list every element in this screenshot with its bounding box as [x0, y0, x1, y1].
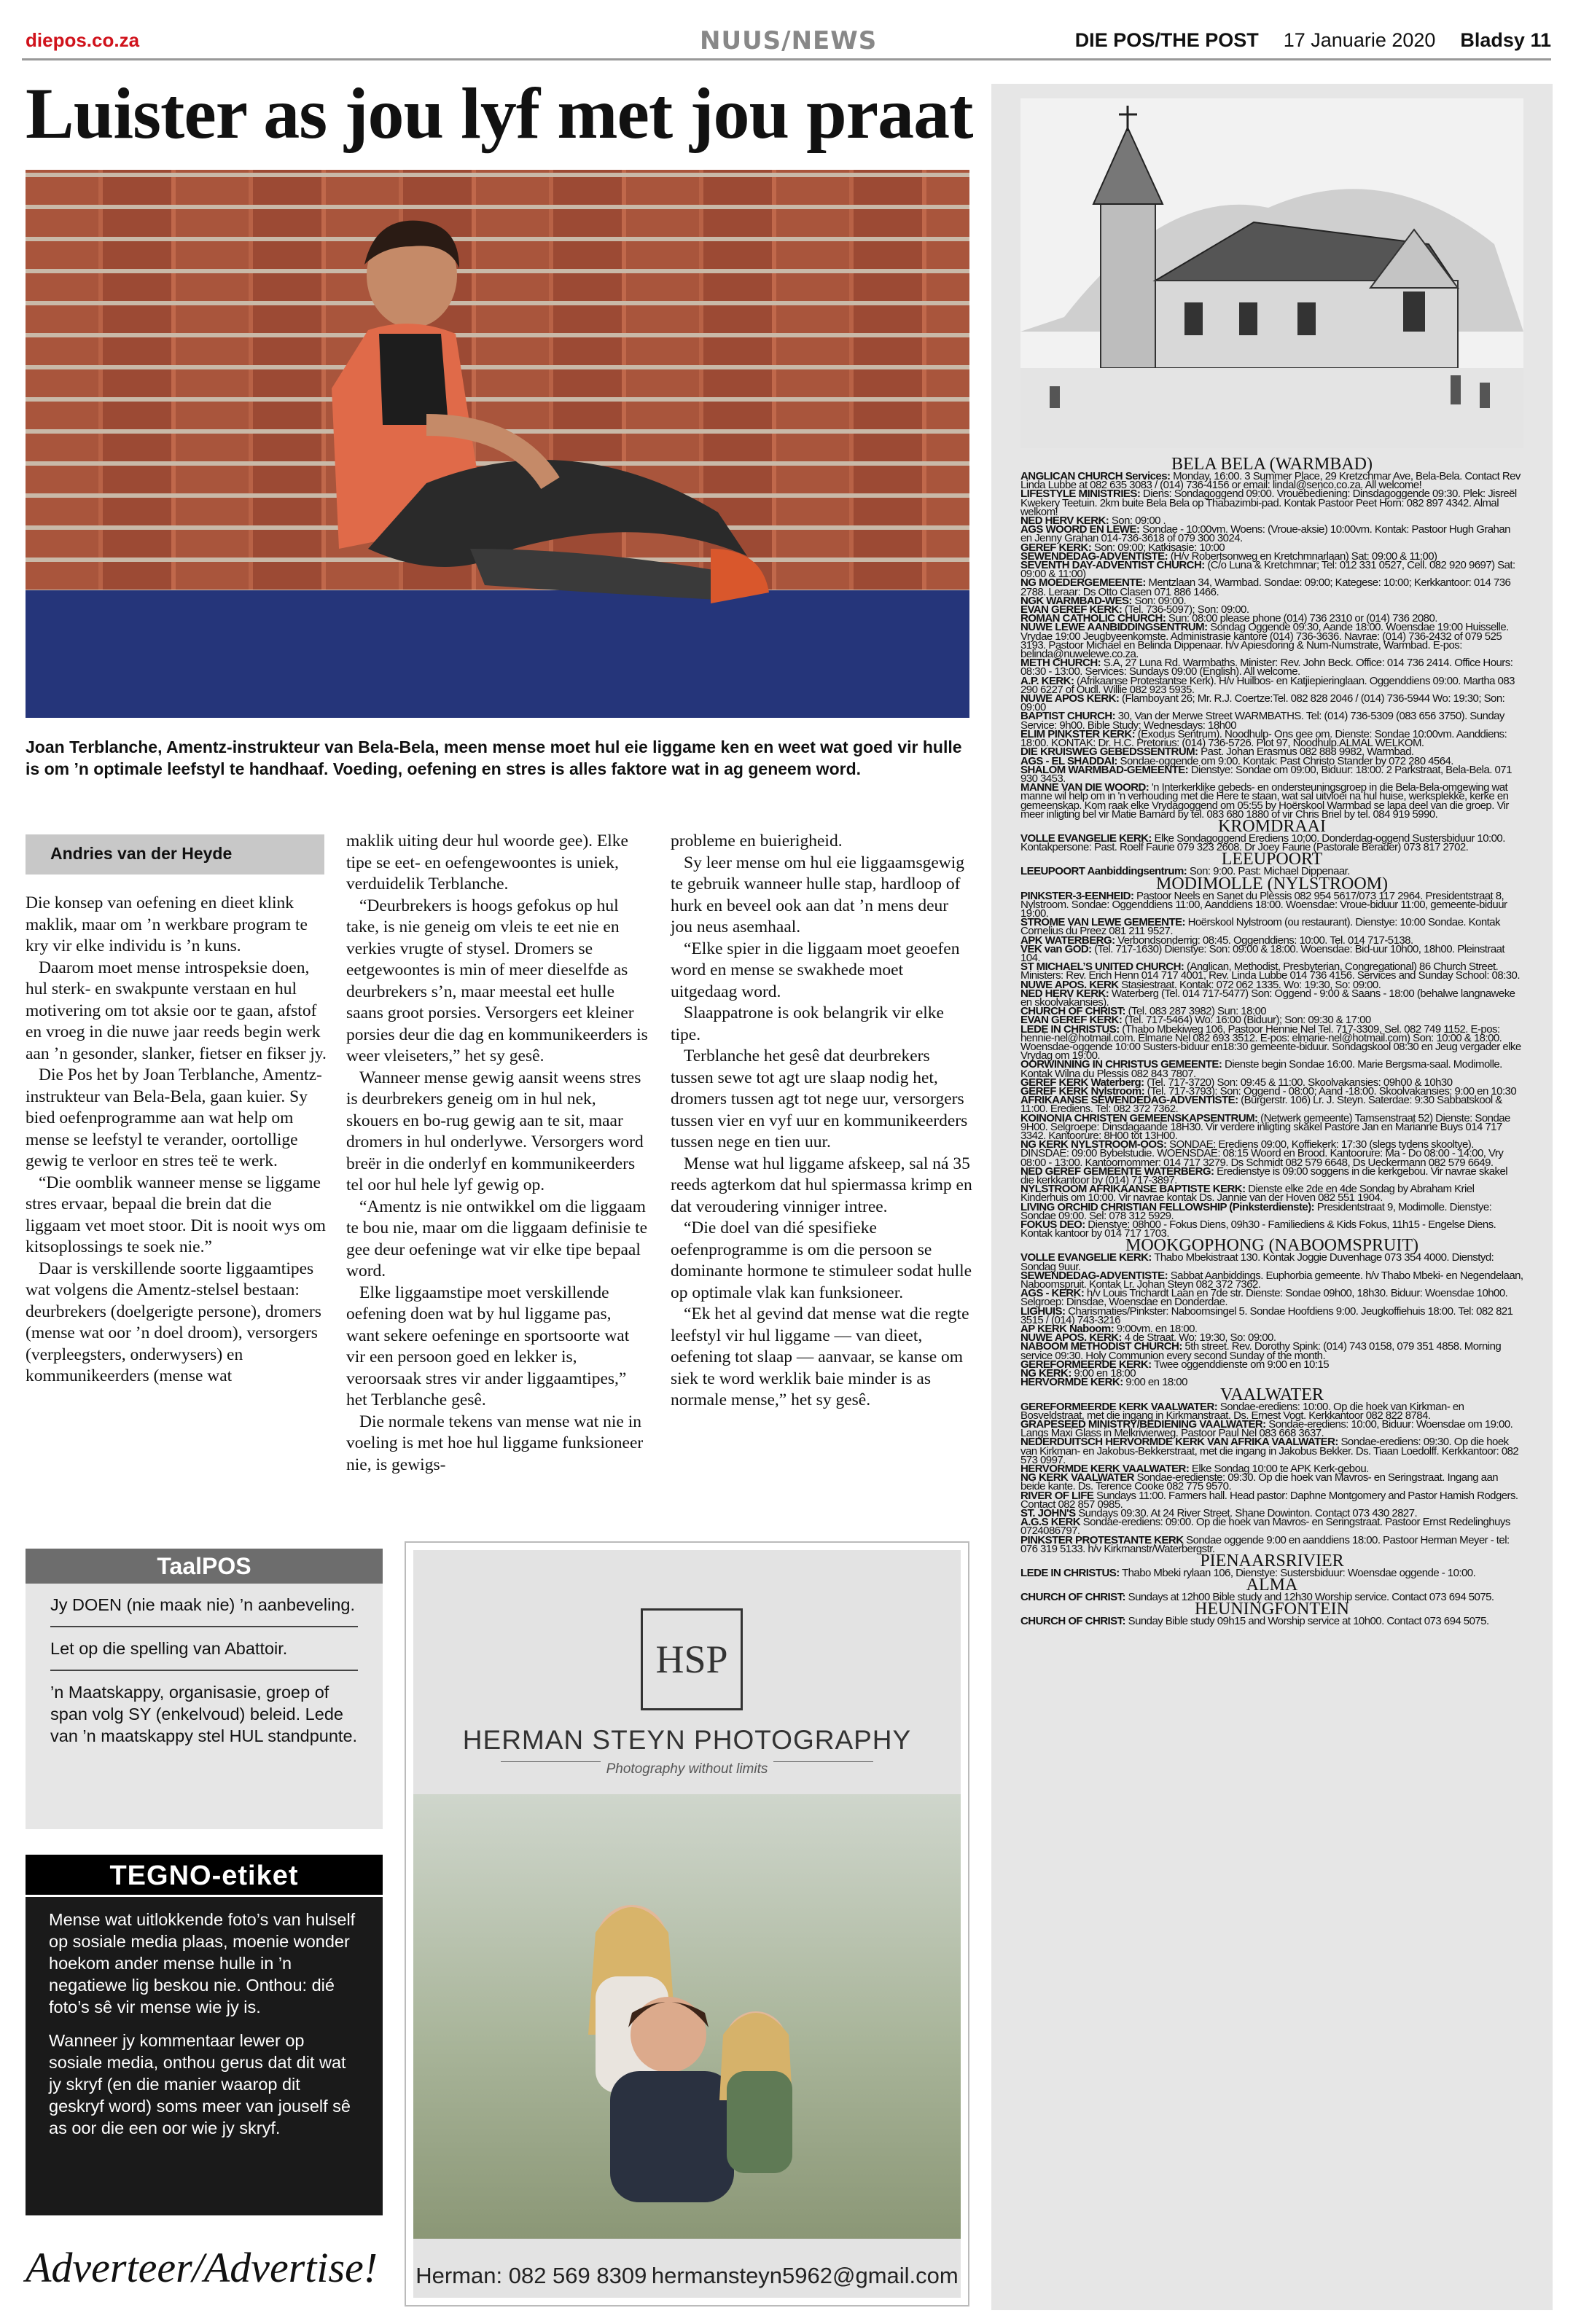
- church-name: OORWINNING IN CHRISTUS GEMEENTE:: [1020, 1058, 1222, 1071]
- woman-sitting-illustration: [208, 206, 776, 673]
- tegno-tip: Mense wat uitlokkende foto’s van hulself op sosiale media plaas, moenie wonder hoekom ander mense hulle in ’n negatiewe lig beskou nie. Onthou: dié foto’s sê vir mense wie jy is.: [49, 1910, 356, 2016]
- church-name: NABOOM METHODIST CHURCH:: [1020, 1340, 1182, 1353]
- church-details: S.A, 27 Luna Rd. Warmbaths. Minister: Rev. John Beck. Office: 014 736 2414. Office Hours: 08:30 - 13:00. Services: Sundays 09:00 (English). All welcome.: [1020, 657, 1513, 678]
- article-paragraph: “Elke spier in die liggaam moet geoefen word en mense se swakhede moet uitgedaag word.: [671, 939, 960, 1001]
- article-column-3: [671, 831, 973, 1412]
- church-listing: [1020, 783, 1523, 819]
- church-details: Sun: 08:00 please phone (014) 736 2310 or (014) 736 2080.: [1168, 612, 1437, 625]
- taalpos-tip: ’n Maatskappy, organisasie, groep of span volg SY (enkelvoud) beleid. Lede van ’n maatskappy stel HUL standpunte.: [50, 1683, 358, 1745]
- church-name: GEREF KERK:: [1020, 541, 1092, 554]
- church-name: NYLSTROOM AFRIKAANSE BAPTISTE KERK:: [1020, 1183, 1246, 1196]
- church-details: 9:00 en 18:00: [1125, 1376, 1187, 1389]
- church-listing: [1020, 1138, 1523, 1169]
- article-column-2: [346, 831, 649, 1476]
- church-details: Monday, 16:00. 3 Summer Place, 29 Kretzchmar Ave, Bela-Bela. Contact Rev Linda Lubbe at 082 635 3083 / (014) 736-4156 or email: lindal@senco.co.za. All welcome!: [1020, 470, 1521, 492]
- church-name: AP KERK Naboom:: [1020, 1323, 1115, 1336]
- church-directory: [991, 84, 1553, 2310]
- article-paragraph: Slaappatrone is ook belangrik vir elke tipe.: [671, 1003, 944, 1044]
- town-heading: MODIMOLLE (NYLSTROOM): [1156, 874, 1388, 893]
- church-details: 4 de Straat. Wo: 19:30, So: 09:00.: [1124, 1331, 1276, 1345]
- hsp-logo: HSP: [641, 1608, 743, 1710]
- photography-advert[interactable]: [405, 1541, 969, 2307]
- church-listing: [1020, 1111, 1523, 1143]
- church-details: (Tel. 717-5464) Wo: 16:00 (Biduur); Son: 09:30 & 17:00: [1124, 1014, 1371, 1027]
- church-name: AGS - EL SHADDAI:: [1020, 754, 1117, 767]
- issue-date: 17 Januarie 2020: [1283, 29, 1436, 51]
- advert-phone[interactable]: Herman: 082 569 8309: [415, 2263, 647, 2288]
- tegno-title: TEGNO-etiket: [26, 1855, 383, 1897]
- church-details: Hoërskool Nylstroom (ou restaurant). Dienstye: 10:00 Sondae. Kontak Cornelius du Preez 081 211 9527.: [1020, 916, 1500, 938]
- article-paragraph: Daarom moet mense introspeksie doen, hul sterk- en swakpunte verstaan en hul motivering om tot aksie oor te gaan, afstof en vroeg in die nuwe jaar reeds begin werk aan ’n gesonder, slanker, fietser en fikser jy.: [26, 958, 327, 1063]
- church-name: NUWE APOS. KERK:: [1020, 1331, 1122, 1345]
- church-name: MANNE VAN DIE WOORD:: [1020, 781, 1150, 794]
- byline: Andries van der Heyde: [26, 834, 324, 875]
- article-paragraph: Die normale tekens van mense wat nie in voeling is met hoe hul liggame funksioneer nie, is gewigs-: [346, 1412, 644, 1474]
- church-name: GRAPESEED MINISTRY/BEDIENING VAALWATER:: [1020, 1417, 1266, 1431]
- church-name: GEREFORMEERDE KERK VAALWATER:: [1020, 1400, 1218, 1413]
- header-divider: [22, 58, 1551, 60]
- church-name: STROME VAN LEWE GEMEENTE:: [1020, 916, 1185, 929]
- church-name: SEVENTH DAY-ADVENTIST CHURCH:: [1020, 559, 1205, 572]
- church-details: Diens: Sondagoggend 09:00. Vrouebediening: Dinsdagoggende 09:30. Plek: Jisreël Kwekery Teetuin. 2km buite Bela Bela op Thabazimbi-pad. Kontak Pastoor Peet Horn: 082 897 4342. Almal welkom!: [1020, 488, 1517, 518]
- church-name: LEDE IN CHRISTUS:: [1020, 1022, 1120, 1036]
- article-paragraph: “Ek het al gevind dat mense wat die regte leefstyl vir hul liggame — van dieet, oefening tot slaap — aanvaar, se kanse om siek te word werklik baie minder is as normale mense,” het sy gesê.: [671, 1304, 969, 1409]
- family-photo: [413, 1794, 961, 2239]
- advertise-label[interactable]: Adverteer/Advertise!: [26, 2244, 378, 2291]
- church-name: NG KERK:: [1020, 1367, 1072, 1380]
- tegno-tip: Wanneer jy kommentaar lewer op sosiale media, onthou gerus dat dit wat jy skryf (en die manier waarop dit geskryf word) soms meer van jouself sê as oor die een oor wie jy skryf.: [49, 2031, 351, 2137]
- church-details: (C/o Luna & Kretchmnar; Tel: 012 331 0527, Cell. 082 920 9697) Sat: 09:00 & 11:00): [1020, 559, 1515, 581]
- church-name: NG KERK VAALWATER: [1020, 1471, 1134, 1484]
- church-details: Dienstye: Sondae om 09:00, Biduur: 18:00. 2 Parkstraat, Bela-Bela. 071 930 3453.: [1020, 763, 1512, 785]
- church-details: Sondae-erediens: 10:00. Op die hoek van Kirkman- en Bosveldstraat, met die ingang in Kirkmanstraat. Ds. Ernest Vogt. Kerkkantoor 082 822 8784.: [1020, 1400, 1464, 1422]
- church-name: VOLLE EVANGELIE KERK:: [1020, 832, 1152, 845]
- article-paragraph: “Die oomblik wanneer mense se liggame stres ervaar, bepaal die brein dat die liggaam vet moet stoor. Dit is nooit wys om kitsoplossings te soek nie.”: [26, 1173, 326, 1256]
- church-name: CHURCH OF CHRIST:: [1020, 1591, 1125, 1604]
- photo-caption: Joan Terblanche, Amentz-instrukteur van Bela-Bela, meen mense moet hul eie liggame ken en weet wat goed vir hulle is om ’n optimale leefstyl te handhaaf. Voeding, oefening en stres is alles faktore wat in ag geneem word.: [26, 738, 962, 778]
- church-details: Stasiestraat. Kontak: 072 062 1335. Wo: 19:30, So: 09:00.: [1121, 978, 1381, 991]
- church-details: Sondae-erediens: 09:30. Op die hoek van Kirkman- en Jakobus-Bekkerstraat, met die ingang in Jakobus Bekker. Ds. Tiaan Loedolff. Kerkkantoor: 082 573 0997.: [1020, 1436, 1519, 1466]
- article-paragraph: Die konsep van oefening en dieet klink maklik, maar om ’n werkbare program te kry vir elke individu is ’n kuns.: [26, 893, 308, 955]
- church-details: Son: 09:00; Katkisasie: 10:00: [1093, 541, 1225, 554]
- article-paragraph: Daar is verskillende soorte liggaamtipes wat volgens die Amentz-stelsel bestaan: deurbrekers (doelgerigte persone), dromers (mense wat oor ’n doel droom), versorgers (verpleegsters, onderwysers) en kommunikeerders (mense wat: [26, 1259, 321, 1385]
- church-name: PINKSTER PROTESTANTE KERK: [1020, 1533, 1184, 1546]
- church-name: EVAN GEREF KERK:: [1020, 603, 1123, 617]
- church-name: ROMAN CATHOLIC CHURCH:: [1020, 612, 1166, 625]
- town-heading: VAALWATER: [1220, 1385, 1324, 1404]
- church-details: Sondae-erediens: 10:00, Biduur: Woensdae om 19:00. Langs Maxi Glass in Melkrivierweg. Pastoor Paul Nel 083 668 3637.: [1020, 1417, 1513, 1440]
- church-details: Dienstye: 08h00 - Fokus Diens, 09h30 - Familiediens & Kids Fokus, 11h15 - Engelse Diens. Kontak kantoor by 014 717 1703.: [1020, 1218, 1496, 1240]
- church-name: RIVER OF LIFE: [1020, 1489, 1094, 1502]
- church-details: Waterberg (Tel. 014 717-5477) Son: Oggend - 9:00 & Saans - 18:00 (behalwe langnaweke en skoolvakansies).: [1020, 987, 1515, 1009]
- church-name: FOKUS DEO:: [1020, 1218, 1085, 1232]
- church-name: VEK van GOD:: [1020, 942, 1092, 955]
- church-name: ANGLICAN CHURCH Services:: [1020, 470, 1171, 482]
- church-listings: [1020, 457, 1523, 1627]
- church-details: Sondae-eredienste: 09:30. Op die hoek van Mavros- en Seringstraat. Ingang aan beide kante. Ds. Terence Cooke 082 775 9570.: [1020, 1471, 1499, 1493]
- church-listing: [1020, 1617, 1523, 1626]
- church-details: 9:00 en 18:00: [1074, 1367, 1136, 1380]
- church-name: SEWENDEDAG-ADVENTISTE:: [1020, 549, 1168, 563]
- church-name: SEWENDEDAG-ADVENTISTE:: [1020, 1269, 1168, 1282]
- article-paragraph: “Die doel van dié spesifieke oefenprogramme is om die persoon se dominante hormone te stimuleer sodat hulle op optimale vlak kan funksioneer.: [671, 1218, 972, 1302]
- article-paragraph: Mense wat hul liggame afskeep, sal ná 35 reeds agterkom dat hul spiermassa krimp en dat veroudering vinniger intree.: [671, 1154, 972, 1216]
- church-name: NEDERDUITSCH HERVORMDE KERK VAN AFRIKA VAALWATER:: [1020, 1436, 1338, 1449]
- church-listing: [1020, 1438, 1523, 1465]
- town-heading: BELA BELA (WARMBAD): [1171, 455, 1373, 474]
- church-details: Sundays 11:00. Farmers hall. Head pastor: Daphne Montgomery and Pastor Hamish Rodgers. Contact 082 857 0985.: [1020, 1489, 1518, 1511]
- church-details: Charismaties/Pinkster: Naboomsingel 5. Sondae Hoofdiens 9:00. Jeugkoffiehuis 18:00. Tel: 082 821 3515 / (014) 743-3216: [1020, 1304, 1513, 1326]
- town-heading: KROMDRAAI: [1217, 816, 1326, 836]
- church-name: HERVORMDE KERK:: [1020, 1376, 1123, 1389]
- article-paragraph: maklik uiting deur hul woorde gee). Elke tipe se eet- en oefengewoontes is uniek, verduidelik Terblanche.: [346, 832, 628, 893]
- church-name: VOLLE EVANGELIE KERK:: [1020, 1251, 1152, 1264]
- tegno-etiket-box: [26, 1855, 383, 2215]
- paper-name: DIE POS/THE POST: [1074, 29, 1259, 51]
- article-paragraph: Wanneer mense gewig aansit weens stres is deurbrekers geneig om in hul nek, skouers en bo-rug gewig aan te sit, maar dromers in hul onderlywe. Versorgers word breër in die onderlyf en kommunikeerders tel oor hul hele lyf gewig op.: [346, 1068, 644, 1194]
- church-details: Presidentstraat 9, Modimolle. Dienstye: Sondae 09:00. Sel: 078 312 5929.: [1020, 1200, 1492, 1222]
- article-paragraph: Elke liggaamstipe moet verskillende oefening doen wat by hul liggame pas, want sekere oefeninge en sportsoorte wat vir een persoon goed en lekker is, veroorsaak stres vir ander liggaamtipes,” het Terblanche gesê.: [346, 1283, 630, 1409]
- town-heading: MOOKGOPHONG (NABOOMSPRUIT): [1125, 1236, 1419, 1256]
- taalpos-title: TaalPOS: [26, 1549, 383, 1584]
- church-details: Elke Sondagoggend Erediens 10:00. Donderdag-oggend Sustersbiduur 10:00. Kontakpersone: Past. Roelf Faurie 079 323 2608. Dr Joey Faurie (Pastorale Berader) 073 817 2702.: [1020, 832, 1505, 854]
- church-name: NG KERK NYLSTROOM-OOS:: [1020, 1138, 1167, 1151]
- church-details: (Netwerk gemeente) Tamsenstraat 52) Dienste: Sondae 9H00. Selgroepe: Dinsdagaande 18H30. Vir verdere inligting skakel Pastore Jan en Marianne Buys 014 717 3342. Kantoorure: 8H00 tot 13H00.: [1020, 1111, 1510, 1143]
- church-listing: [1020, 623, 1523, 659]
- church-name: METH CHURCH:: [1020, 657, 1101, 670]
- church-name: NED GEREF GEMEENTE WATERBERG:: [1020, 1165, 1214, 1178]
- church-name: CHURCH OF CHRIST:: [1020, 1615, 1125, 1628]
- church-details: (Tel. 736-5097); Son: 09:00.: [1124, 603, 1249, 617]
- church-name: NG MOEDERGEMEENTE:: [1020, 576, 1146, 590]
- church-details: (Tel. 717-1630) Dienstye: Son: 09:00 & 18:00. Woensdae: Bid-uur 10h00, 18h00. Pleinstraat 104.: [1020, 942, 1505, 964]
- church-name: NUWE APOS. KERK: [1020, 978, 1119, 991]
- church-details: Sundays at 12h00 Bible study and 12h30 Worship service. Contact 073 694 5075.: [1128, 1591, 1494, 1604]
- church-details: Verbondsonderrig: 08:45. Oggenddiens: 10:00. Tel. 014 717-5138.: [1117, 934, 1413, 947]
- town-heading: HEUNINGFONTEIN: [1195, 1600, 1349, 1619]
- church-name: ELIM PINKSTER KERK:: [1020, 727, 1136, 740]
- advert-email[interactable]: hermansteyn5962@gmail.com: [651, 2263, 959, 2288]
- church-details: (Tel. 083 287 3982) Sun: 18:00: [1128, 1005, 1267, 1018]
- church-name: NUWE APOS KERK:: [1020, 692, 1120, 705]
- church-name: AGS - KERK:: [1020, 1287, 1085, 1300]
- church-details: Dienste elke 2de en 4de Sondag by Abraham Kriel Kinderhuis om 10:00. Vir navrae kontak Ds. Jannie van der Hoven 082 551 1904.: [1020, 1183, 1475, 1205]
- church-details: (Burgerstr. 106) Lr. J. Steyn. Saterdae: 9:30 Sabbatskool & 11:00. Erediens. Tel: 082 372 7362.: [1020, 1094, 1502, 1116]
- town-heading: ALMA: [1246, 1576, 1298, 1595]
- taalpos-box: [26, 1549, 383, 1829]
- church-details: Thabo Mbekistraat 130. Kontak Joggie Duvenhage 073 354 4000. Dienstyd: Sondag 9uur.: [1020, 1251, 1494, 1273]
- church-details: SONDAE: Erediens 09:00, Koffiekerk: 17:30 (slegs tydens skooltye). DINSDAE: 09:00 Bybelstudie. WOENSDAE: 08:15 Woord en Brood. Kantoorure: Ma - Do 08:00 - 14:00, Vry 08:00 - 13:00. Kantoornommer: 014 717 3279. Ds Schmidt 082 579 6648, Ds Ueckermann 082 579 6649.: [1020, 1138, 1504, 1169]
- church-details: Son: 9:00. Past: Michael Dippenaar.: [1189, 865, 1350, 878]
- church-listing: [1020, 889, 1523, 920]
- church-name: NED HERV KERK:: [1020, 515, 1109, 528]
- article-headline: Luister as jou lyf met jou praat: [26, 73, 973, 154]
- church-name: ST MICHAEL’S UNITED CHURCH:: [1020, 960, 1184, 974]
- church-details: Twee oggenddienste om 9:00 en 10:15: [1153, 1358, 1330, 1371]
- church-details: 'n Interkerklike gebeds- en ondersteuningsgroep in die Bela-Bela-omgewing wat manne wil help om in 'n verhouding met die Here te staan, wat sal uitvloei na hul huise, werksplekke, kerke en gemeenskap. Kom raak elke Vrydagoggend om 05:55 by Hoërskool Warmbad se lapa deel van die groep. Vir meer inligting bel vir Matie Barnard by tel. 083 680 1880 of vir Chris Briel by tel. 084 919 5990.: [1020, 781, 1509, 821]
- church-sketch-illustration: [1020, 98, 1523, 448]
- church-name: NUWE LEWE AANBIDDINGSENTRUM:: [1020, 621, 1208, 634]
- church-name: LIVING ORCHID CHRISTIAN FELLOWSHIP (Pinksterdienste):: [1020, 1200, 1315, 1213]
- church-name: PINKSTER-3-EENHEID:: [1020, 889, 1134, 902]
- article-paragraph: Sy leer mense om hul eie liggaamsgewig te gebruik wanneer hulle stap, hardloop of hurk en beveel ook aan dat ’n mens deur jou neus asemhaal.: [671, 853, 965, 936]
- advert-brand: HERMAN STEYN PHOTOGRAPHY: [462, 1725, 912, 1755]
- church-details: (Thabo Mbekiweg 106, Pastoor Hennie Nel Tel. 717-3309, Sel. 082 749 1152. E-pos: hennie-nel@hotmail.com. Elmarie Nel 082 693 3512. E-pos: elmarie-nel@hotmail.com) Son: 10:00 & 18:00. Woensdae-oggende 10:00 Susters-biduur en18:30 gemeente-biduur. Sondagskool 08:30 en Jeug vergader elke Vrydag om 19:00.: [1020, 1022, 1521, 1063]
- page-number: Bladsy 11: [1460, 29, 1551, 51]
- church-name: GEREF KERK Nylstroom:: [1020, 1085, 1145, 1098]
- church-details: Sondae oggende 9:00 en aanddiens 18:00. Pastoor Herman Meyer - tel: 076 319 5133. h/v Kirkmanstr/Waterbergstr.: [1020, 1533, 1510, 1555]
- church-details: (Afrikaanse Protestantse Kerk). H/v Huilbos- en Katjiepieringlaan. Oggenddiens 09:00. Martha 083 290 6227 of Oudl. Willie 082 923 5935.: [1020, 674, 1515, 696]
- church-details: Dienste begin Sondae 16:00. Marie Bergsma-saal. Modimolle. Kontak Wilna du Plessis 082 843 7807.: [1020, 1058, 1502, 1080]
- church-details: Mentzlaan 34, Warmbad. Sondae: 09:00; Kategese: 10:00; Kerkkantoor: 014 736 2788. Leraar: Ds Otto Clasen 071 886 1466.: [1020, 576, 1511, 598]
- church-details: Eredienstye is 09:00 soggens in die kerkgebou. Vir navrae skakel die kerkkantoor by (014) 717-3897.: [1020, 1165, 1508, 1187]
- church-name: HERVORMDE KERK VAALWATER:: [1020, 1462, 1190, 1475]
- church-details: Thabo Mbeki rylaan 106, Dienstye: Sustersbiduur: Woensdae oggende - 10:00.: [1122, 1566, 1476, 1579]
- church-name: A.G.S KERK: [1020, 1516, 1081, 1529]
- church-name: LIFESTYLE MINISTRIES:: [1020, 488, 1141, 501]
- church-details: Son: 09:00 .: [1111, 515, 1166, 528]
- church-details: Sondae-erediens: 09:00. Op die hoek van Mavros- en Seringstraat. Pastoor Ernst Redelinghuys 0724086797.: [1020, 1516, 1510, 1538]
- article-paragraph: Terblanche het gesê dat deurbrekers tussen sewe tot agt ure slaap nodig het, dromers tussen agt tot nege uur, versorgers tussen vier en vyf uur en kommunikeerders tussen nege en tien uur.: [671, 1046, 968, 1151]
- church-details: Sunday Bible study 09h15 and Worship service at 10h00. Contact 073 694 5075.: [1128, 1615, 1489, 1628]
- church-name: AFRIKAANSE SEWENDEDAG-ADVENTISTE:: [1020, 1094, 1238, 1107]
- church-details: Sondag Oggende 09:30, Aande 18:00. Woensdae 19:00 Huisselle. Vrydae 19:00 Jeugbyeenkomste. Administrasie kantore (014) 736-3636. Navrae: (014) 736-2432 of 079 525 3193. Pastoor Michael en Belinda Dippenaar. h/v Apiesdoring & Num-Numstrate, Warmbad. E-pos: belinda@nuwelewe.co.za.: [1020, 621, 1509, 661]
- church-details: Sundays 09:30. At 24 River Street. Shane Dowinton. Contact 073 430 2827.: [1078, 1506, 1418, 1519]
- church-details: Past. Johan Erasmus 082 888 9982, Warmbad.: [1201, 746, 1414, 759]
- article-paragraph: Die Pos het by Joan Terblanche, Amentz-instrukteur van Bela-Bela, gaan kuier. Sy bied oefenprogramme aan wat help om mense se leefstyl te verander, oortollige gewig te verloor en stres teë te werk.: [26, 1065, 322, 1170]
- church-name: LEEUPOORT Aanbiddingsentrum:: [1020, 865, 1187, 878]
- church-details: Son: 09:00.: [1134, 594, 1187, 607]
- church-listing: [1020, 1022, 1523, 1063]
- church-listing: [1020, 490, 1523, 517]
- church-name: SHALOM WARMBAD-GEMEENTE:: [1020, 763, 1189, 776]
- church-details: h/v Louis Trichardt Laan en 7de str. Dienste: Sondae 09h00, 18h30. Biduur: Woensdae 10h00. Selgroep: Dinsdae, Woensdae en Donderdae.: [1020, 1287, 1508, 1309]
- church-name: GEREF KERK Waterberg:: [1020, 1076, 1144, 1089]
- church-details: 30, Van der Merwe Street WARMBATHS. Tel: (014) 736-5309 (083 656 3750). Sunday Service: 9h00. Bible Study: Wednesdays: 18h00: [1020, 710, 1504, 732]
- church-name: NED HERV KERK:: [1020, 987, 1109, 1000]
- church-name: LEDE IN CHRISTUS:: [1020, 1566, 1120, 1579]
- church-details: 5th street. Rev. Dorothy Spink: (014) 743 0158, 079 351 4858. Morning service 09:30. Holy Communion every second Sunday of the month.: [1020, 1340, 1502, 1362]
- masthead-info: [1075, 29, 1551, 52]
- church-details: Elke Sondag 10:00 te APK Kerk-gebou.: [1191, 1462, 1369, 1475]
- church-name: AGS WOORD EN LEWE:: [1020, 523, 1140, 536]
- church-name: GEREFORMEERDE KERK:: [1020, 1358, 1152, 1371]
- church-details: (H/v Robertsonweg en Kretchmnarlaan) Sat: 09:00 & 11:00): [1170, 549, 1437, 563]
- town-heading: PIENAARSRIVIER: [1200, 1551, 1344, 1570]
- church-name: BAPTIST CHURCH:: [1020, 710, 1116, 723]
- church-name: KOINONIA CHRISTEN GEMEENSKAPSENTRUM:: [1020, 1111, 1258, 1124]
- church-name: A.P. KERK:: [1020, 674, 1074, 687]
- church-details: 9:00vm. en 18:00.: [1116, 1323, 1198, 1336]
- church-name: CHURCH OF CHRIST:: [1020, 1005, 1125, 1018]
- church-name: EVAN GEREF KERK:: [1020, 1014, 1123, 1027]
- church-name: NGK WARMBAD-WES:: [1020, 594, 1132, 607]
- section-label: NUUS/NEWS: [700, 26, 878, 55]
- article-paragraph: “Amentz is nie ontwikkel om die liggaam te bou nie, maar om die liggaam definisie te gee deur oefeninge wat vir elke tipe bepaal word.: [346, 1197, 648, 1280]
- church-name: APK WATERBERG:: [1020, 934, 1115, 947]
- church-details: (Tel. 717-3720) Son: 09:45 & 11:00. Skoolvakansies: 09h00 & 10h30: [1147, 1076, 1453, 1089]
- church-details: (Exodus Sentrum). Noodhulp- Ons gee om. Dienste: Sondae 10:00vm. Aanddiens: 18:00. KONTAK: Dr. H.C. Pretorius: (014) 736-5726. Plot 97, Noodhulp.ALMAL WELKOM.: [1020, 727, 1507, 750]
- church-details: Pastoor Neels en Sanet du Plessis 082 954 5617/073 117 2964. Presidentstraat 8, Nylstroom. Sondae: Oggenddiens 11:00, Aanddiens 18:00. Woensdae: Vroue-biduur 11:00, gemeente-biduur 19:00.: [1020, 889, 1507, 920]
- church-details: (Flamboyant 26; Mr. R.J. Coertze:Tel. 082 828 2046 / (014) 736-5944 Wo: 19:30; Son: 09:00: [1020, 692, 1505, 714]
- article-paragraph: probleme en buierigheid.: [671, 832, 843, 850]
- taalpos-tip: Jy DOEN (nie maak nie) ’n aanbeveling.: [50, 1584, 358, 1627]
- church-details: Sondae - 10:00vm. Woens: (Vroue-aksie) 10:00vm. Kontak: Pastoor Hugh Grahan en Jenny Grahan 014-736-3618 of 079 300 3024.: [1020, 523, 1510, 545]
- advert-tagline: Photography without limits: [413, 1761, 961, 1777]
- church-details: (Anglican, Methodist, Presbyterian, Congregational) 86 Church Street. Ministers: Rev. Erich Henn 014 717 4001, Rev. Linda Lubbe 014 736 4156. Services and Sunday School: 08:30.: [1020, 960, 1520, 982]
- church-name: LIGHUIS:: [1020, 1304, 1066, 1318]
- church-name: ST. JOHN'S: [1020, 1506, 1076, 1519]
- church-details: Sabbat Aanbiddings. Euphorbia gemeente. h/v Thabo Mbeki- en Negendelaan, Naboomspruit. Kontak Lr. Johan Steyn 082 372 7362.: [1020, 1269, 1523, 1291]
- town-heading: LEEUPOORT: [1221, 850, 1323, 869]
- article-photo: [26, 170, 969, 718]
- taalpos-tip: Let op die spelling van Abattoir.: [50, 1627, 358, 1671]
- church-name: DIE KRUISWEG GEBEDSSENTRUM:: [1020, 746, 1198, 759]
- article-paragraph: “Deurbrekers is hoogs gefokus op hul take, is nie geneig om vleis te eet nie en verkies vrugte of stysel. Dromers se eetgewoontes is min of meer dieselfde as deurbrekers s’n, maar meestal eet hulle saans groot porsies. Versorgers eet kleiner porsies deur die dag en kommunikeerders is weer vleiseters,” het sy gesê.: [346, 896, 648, 1065]
- church-details: (Tel. 717-3793): Son: Oggend - 08:00; Aand -18:00. Skoolvakansies: 9:00 en 10:30: [1147, 1085, 1517, 1098]
- church-details: Sondae-oggende om 9:00. Kontak: Past Christo Stander by 072 280 4564.: [1120, 754, 1453, 767]
- site-url[interactable]: diepos.co.za: [26, 29, 140, 51]
- article-column-1: [26, 893, 328, 1388]
